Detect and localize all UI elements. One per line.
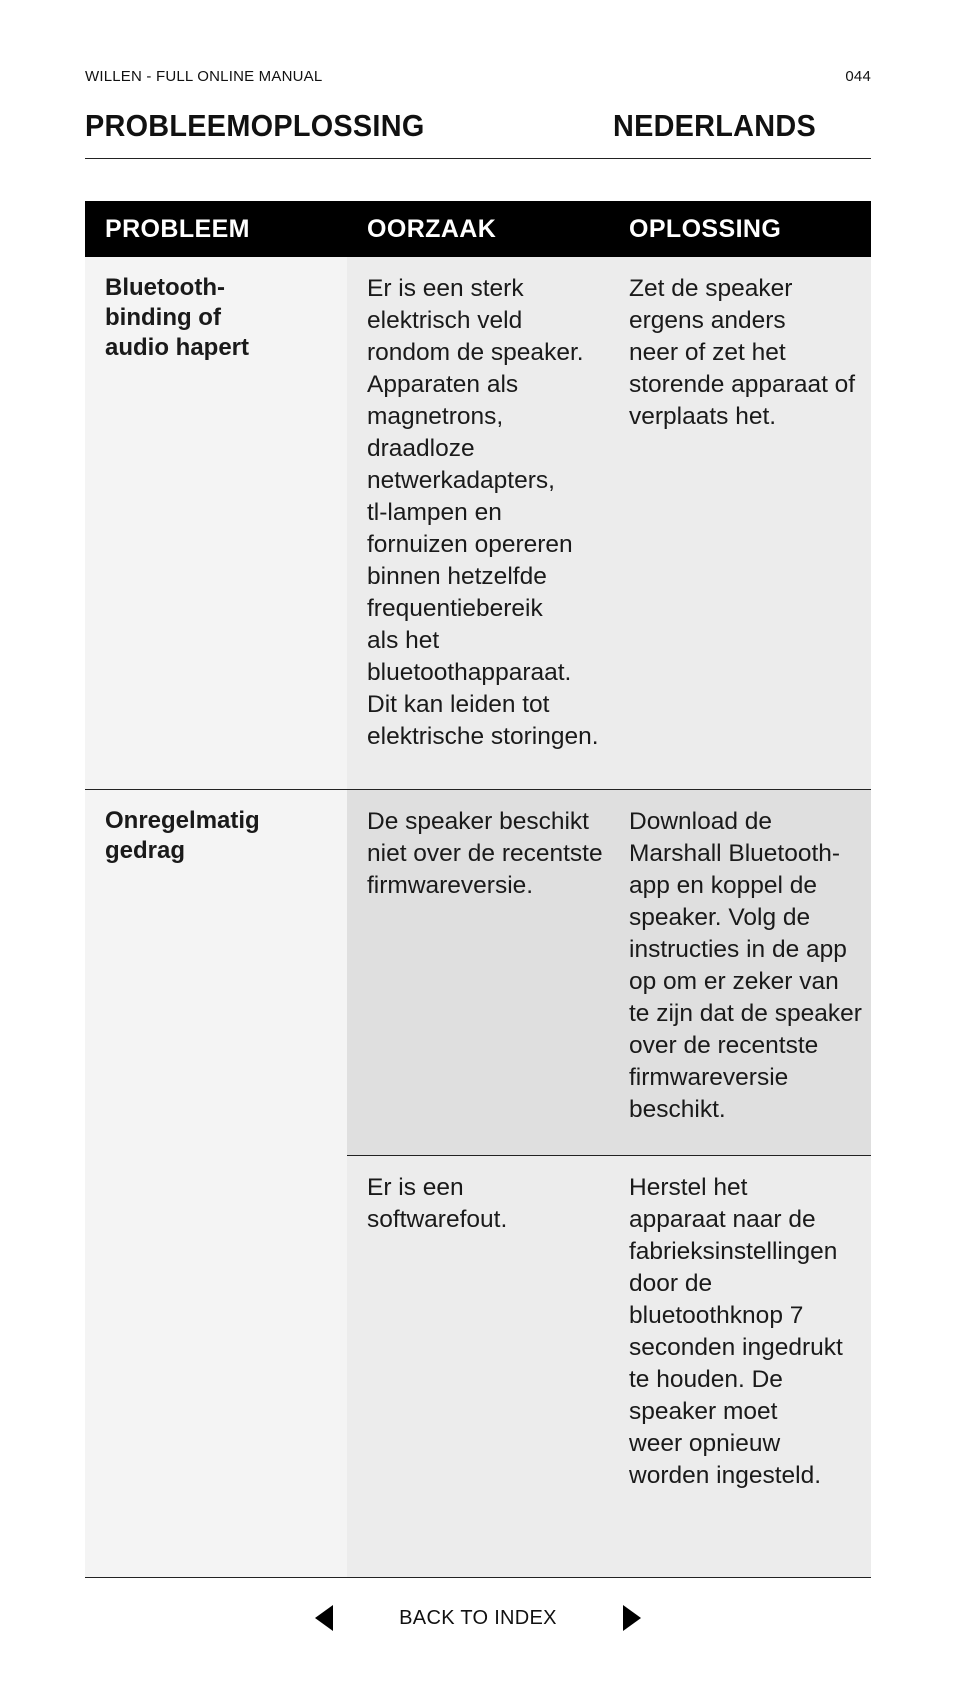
column-header-problem: PROBLEEM <box>105 214 250 243</box>
cause-cell <box>347 257 609 789</box>
page-number: 044 <box>845 68 871 85</box>
cell-text-line: elektrisch veld <box>367 307 523 334</box>
table-row <box>85 257 871 790</box>
cell-text-line: te zijn dat de speaker <box>629 1000 862 1027</box>
problem-cell <box>85 790 347 1577</box>
language-label: NEDERLANDS <box>612 108 816 143</box>
cell-text-line: frequentiebereik <box>367 595 543 622</box>
table-subrow <box>347 790 871 1156</box>
cell-text-line: over de recentste <box>629 1032 819 1059</box>
header-divider <box>85 158 871 159</box>
cell-text-line: Onregelmatig <box>105 807 260 834</box>
cell-text-line: rondom de speaker. <box>367 339 584 366</box>
table-subrow <box>347 1156 871 1577</box>
cell-text-line: Apparaten als <box>367 371 519 398</box>
cell-text-line: verplaats het. <box>629 403 777 430</box>
cell-text-line: firmwareversie. <box>367 872 534 899</box>
cell-text-line: audio hapert <box>105 334 250 361</box>
cell-text-line: worden ingesteld. <box>629 1462 822 1489</box>
cell-text-line: Herstel het <box>629 1174 748 1201</box>
manual-title: WILLEN - FULL ONLINE MANUAL <box>85 68 323 85</box>
cell-text-line: netwerkadapters, <box>367 467 555 494</box>
cell-text-line: als het <box>367 627 440 654</box>
triangle-right-icon[interactable] <box>623 1605 641 1631</box>
cell-text-line: te houden. De <box>629 1366 783 1393</box>
column-header-cause: OORZAAK <box>367 214 497 243</box>
cell-text-line: Bluetooth- <box>105 274 225 301</box>
cell-text-line: ergens anders <box>629 307 786 334</box>
page-header <box>85 68 871 85</box>
cell-text-line: binding of <box>105 304 221 331</box>
table-header <box>85 201 871 257</box>
cell-text-line: storende apparaat of <box>629 371 856 398</box>
cell-text-line: neer of zet het <box>629 339 786 366</box>
cell-text-line: op om er zeker van <box>629 968 839 995</box>
cell-text-line: Dit kan leiden tot <box>367 691 550 718</box>
cell-text-line: tl-lampen en <box>367 499 502 526</box>
solution-cell <box>609 1156 871 1577</box>
sub-rows <box>347 790 871 1577</box>
cell-text-line: app en koppel de <box>629 872 817 899</box>
cell-text-line: binnen hetzelfde <box>367 563 547 590</box>
table-row <box>85 790 871 1578</box>
cell-text-line: niet over de recentste <box>367 840 603 867</box>
section-header <box>85 108 816 144</box>
cell-text-line: Zet de speaker <box>629 275 793 302</box>
cell-text-line: firmwareversie <box>629 1064 789 1091</box>
cell-text-line: weer opnieuw <box>629 1430 781 1457</box>
cell-text-line: Download de <box>629 808 773 835</box>
cell-text-line: seconden ingedrukt <box>629 1334 843 1361</box>
cell-text-line: Er is een sterk <box>367 275 524 302</box>
cell-text-line: magnetrons, <box>367 403 504 430</box>
cell-text-line: bluetoothknop 7 <box>629 1302 804 1329</box>
cell-text-line: door de <box>629 1270 713 1297</box>
cell-text-line: fabrieksinstellingen <box>629 1238 838 1265</box>
cell-text-line: bluetoothapparaat. <box>367 659 572 686</box>
triangle-left-icon[interactable] <box>315 1605 333 1631</box>
cell-text-line: beschikt. <box>629 1096 726 1123</box>
cell-text-line: gedrag <box>105 837 186 864</box>
cell-text-line: speaker. Volg de <box>629 904 811 931</box>
cell-text-line: Er is een <box>367 1174 464 1201</box>
cell-text-line: instructies in de app <box>629 936 847 963</box>
cell-text-line: Marshall Bluetooth- <box>629 840 841 867</box>
solution-cell <box>609 257 871 789</box>
cell-text-line: softwarefout. <box>367 1206 508 1233</box>
cause-cell <box>347 790 609 1155</box>
page-footer-nav <box>85 1605 871 1631</box>
troubleshooting-table <box>85 201 871 1578</box>
cause-cell <box>347 1156 609 1577</box>
cell-text-line: De speaker beschikt <box>367 808 589 835</box>
cell-text-line: fornuizen opereren <box>367 531 573 558</box>
cell-text-line: apparaat naar de <box>629 1206 816 1233</box>
column-header-solution: OPLOSSING <box>629 214 782 243</box>
solution-cell <box>609 790 871 1155</box>
cell-text-line: draadloze <box>367 435 475 462</box>
cell-text-line: speaker moet <box>629 1398 778 1425</box>
cell-text-line: elektrische storingen. <box>367 723 599 750</box>
problem-cell <box>85 257 347 789</box>
section-title: PROBLEEMOPLOSSING <box>85 108 425 143</box>
back-to-index-link[interactable]: BACK TO INDEX <box>399 1606 557 1629</box>
